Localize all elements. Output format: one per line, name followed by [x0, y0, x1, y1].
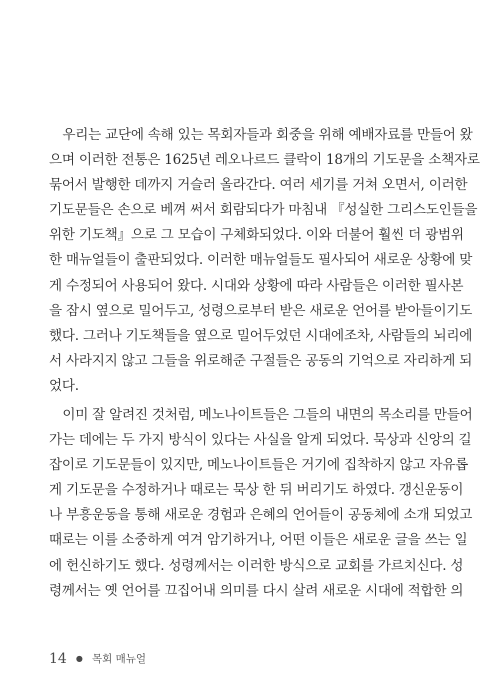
- paragraph-line: 나 부흥운동을 통해 새로운 경험과 은혜의 언어들이 공동체에 소개 되었고: [49, 507, 473, 524]
- paragraph-line: 했다. 그러나 기도책들을 옆으로 밀어두었던 시대에조차, 사람들의 뇌리에: [49, 327, 473, 344]
- paragraph-line: 한 매뉴얼들이 출판되었다. 이러한 매뉴얼들도 필사되어 새로운 상황에 맞: [49, 252, 473, 269]
- paragraph-line: 게 기도문을 수정하거나 때로는 묵상 한 뒤 버리기도 하였다. 갱신운동이: [49, 482, 464, 499]
- paragraph-line: 묶어서 발행한 데까지 거슬러 올라간다. 여러 세기를 거쳐 오면서, 이러한: [49, 177, 468, 194]
- paragraph-2: [49, 403, 473, 604]
- paragraph-line: 을 잠시 옆으로 밀어두고, 성령으로부터 받은 새로운 언어를 받아들이기도: [49, 302, 473, 319]
- bullet-icon: ●: [75, 654, 83, 663]
- paragraph-line: 우리는 교단에 속해 있는 목회자들과 회중을 위해 예배자료를 만들어 왔: [49, 127, 473, 143]
- page-footer: [49, 648, 146, 667]
- paragraph-line: 위한 기도책』으로 그 모습이 구체화되었다. 이와 더불어 훨씬 더 광범위: [49, 227, 464, 244]
- paragraph-line: 으며 이러한 전통은 1625년 레오나르드 클락이 18개의 기도문을 소책자로: [49, 152, 480, 169]
- paragraph-1: [49, 123, 480, 399]
- page-number: 14: [49, 651, 67, 667]
- paragraph-line: 령께서는 옛 언어를 끄집어내 의미를 다시 살려 새로운 시대에 적합한 의: [49, 582, 464, 599]
- running-title: 목회 매뉴얼: [92, 653, 147, 665]
- paragraph-line: 게 수정되어 사용되어 왔다. 시대와 상황에 따라 사람들은 이러한 필사본: [49, 277, 464, 294]
- paragraph-line: 었다.: [49, 377, 79, 394]
- paragraph-line: 때로는 이를 소중하게 여겨 암기하거나, 어떤 이들은 새로운 글을 쓰는 일: [49, 532, 468, 549]
- paragraph-line: 이미 잘 알려진 것처럼, 메노나이트들은 그들의 내면의 목소리를 만들어: [49, 407, 473, 423]
- paragraph-line: 에 헌신하기도 했다. 성령께서는 이러한 방식으로 교회를 가르치신다. 성: [49, 557, 464, 574]
- paragraph-line: 잡이로 기도문들이 있지만, 메노나이트들은 거기에 집착하지 않고 자유롭: [49, 457, 469, 474]
- paragraph-line: 가는 데에는 두 가지 방식이 있다는 사실을 알게 되었다. 묵상과 신앙의 길: [49, 432, 472, 449]
- paragraph-line: 서 사라지지 않고 그들을 위로해준 구절들은 공동의 기억으로 자리하게 되: [49, 352, 473, 369]
- paragraph-line: 기도문들은 손으로 베껴 써서 회람되다가 마침내 『성실한 그리스도인들을: [49, 202, 478, 219]
